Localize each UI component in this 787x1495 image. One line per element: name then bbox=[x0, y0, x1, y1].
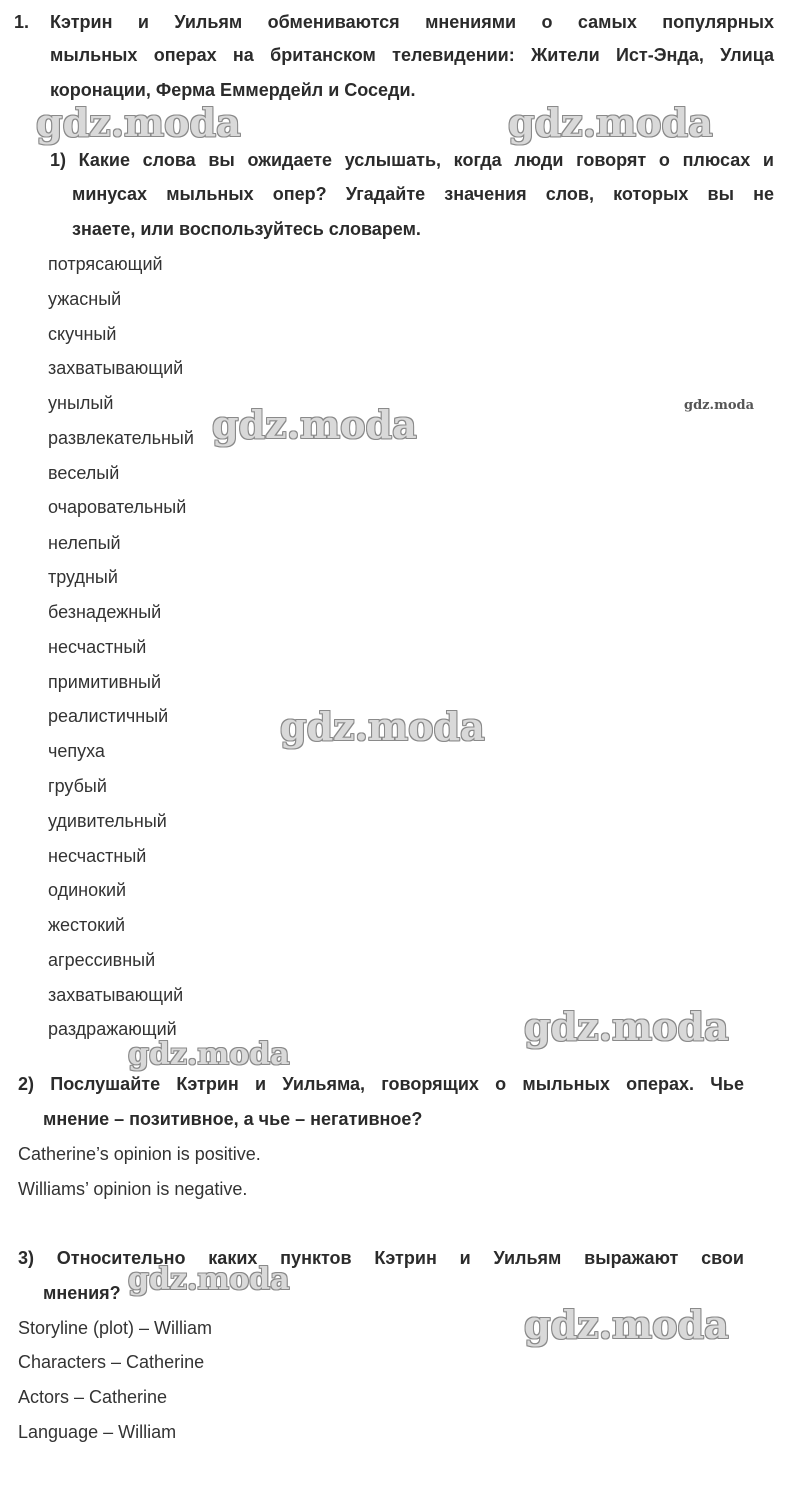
word-item: захватывающий bbox=[48, 985, 184, 1005]
question-2-line-2: мнение – позитивное, а чье – негативное? bbox=[43, 1109, 423, 1129]
word-item: захватывающий bbox=[48, 358, 184, 378]
watermark: gdz.moda bbox=[508, 100, 713, 145]
word-item: удивительный bbox=[48, 811, 167, 831]
question-2-line-1: 2) Послушайте Кэтрин и Уильяма, говорящих о мыльных операх. Чье bbox=[18, 1074, 744, 1094]
word-item: чепуха bbox=[48, 741, 105, 761]
answer-line: Williams’ opinion is negative. bbox=[18, 1179, 248, 1199]
task-number: 1. bbox=[14, 12, 30, 32]
watermark: gdz.moda bbox=[212, 402, 417, 447]
word-item: веселый bbox=[48, 463, 120, 483]
word-item: жестокий bbox=[48, 915, 126, 935]
task-text-line-3: коронации, Ферма Еммердейл и Соседи. bbox=[50, 80, 416, 100]
watermark: gdz.moda bbox=[684, 398, 755, 413]
task-text-line-2: мыльных операх на британском телевидении: Жители Ист-Энда, Улица bbox=[50, 45, 774, 65]
word-item: очаровательный bbox=[48, 497, 187, 517]
word-item: потрясающий bbox=[48, 254, 163, 274]
word-item: примитивный bbox=[48, 672, 162, 692]
answer-line: Actors – Catherine bbox=[18, 1387, 168, 1407]
question-1-line-2: минусах мыльных опер? Угадайте значения слов, которых вы не bbox=[72, 184, 774, 204]
word-item: грубый bbox=[48, 776, 107, 796]
word-item: унылый bbox=[48, 393, 114, 413]
word-item: скучный bbox=[48, 324, 117, 344]
question-1-line-1: 1) Какие слова вы ожидаете услышать, когда люди говорят о плюсах и bbox=[50, 150, 774, 170]
word-item: раздражающий bbox=[48, 1019, 177, 1039]
word-item: нелепый bbox=[48, 533, 121, 553]
watermark: gdz.moda bbox=[524, 1004, 729, 1049]
word-item: развлекательный bbox=[48, 428, 194, 448]
word-item: несчастный bbox=[48, 846, 147, 866]
word-item: безнадежный bbox=[48, 602, 162, 622]
answer-line: Language – William bbox=[18, 1422, 177, 1442]
question-3-line-1: 3) Относительно каких пунктов Кэтрин и Уильям выражают свои bbox=[18, 1248, 744, 1268]
answer-line: Characters – Catherine bbox=[18, 1352, 205, 1372]
word-item: одинокий bbox=[48, 880, 127, 900]
answer-line: Catherine’s opinion is positive. bbox=[18, 1144, 261, 1164]
question-3-line-2: мнения? bbox=[43, 1283, 121, 1303]
word-item: агрессивный bbox=[48, 950, 156, 970]
watermark: gdz.moda bbox=[280, 704, 485, 749]
answer-line: Storyline (plot) – William bbox=[18, 1318, 213, 1338]
watermark: gdz.moda bbox=[524, 1302, 729, 1347]
word-item: несчастный bbox=[48, 637, 147, 657]
task-text-line-1: Кэтрин и Уильям обмениваются мнениями о самых популярных bbox=[50, 12, 774, 32]
word-item: трудный bbox=[48, 567, 118, 587]
word-item: реалистичный bbox=[48, 706, 169, 726]
question-1-line-3: знаете, или воспользуйтесь словарем. bbox=[72, 219, 421, 239]
watermark: gdz.moda bbox=[36, 100, 241, 145]
word-item: ужасный bbox=[48, 289, 122, 309]
watermark: gdz.moda bbox=[128, 1262, 290, 1297]
watermark: gdz.moda bbox=[128, 1037, 290, 1072]
